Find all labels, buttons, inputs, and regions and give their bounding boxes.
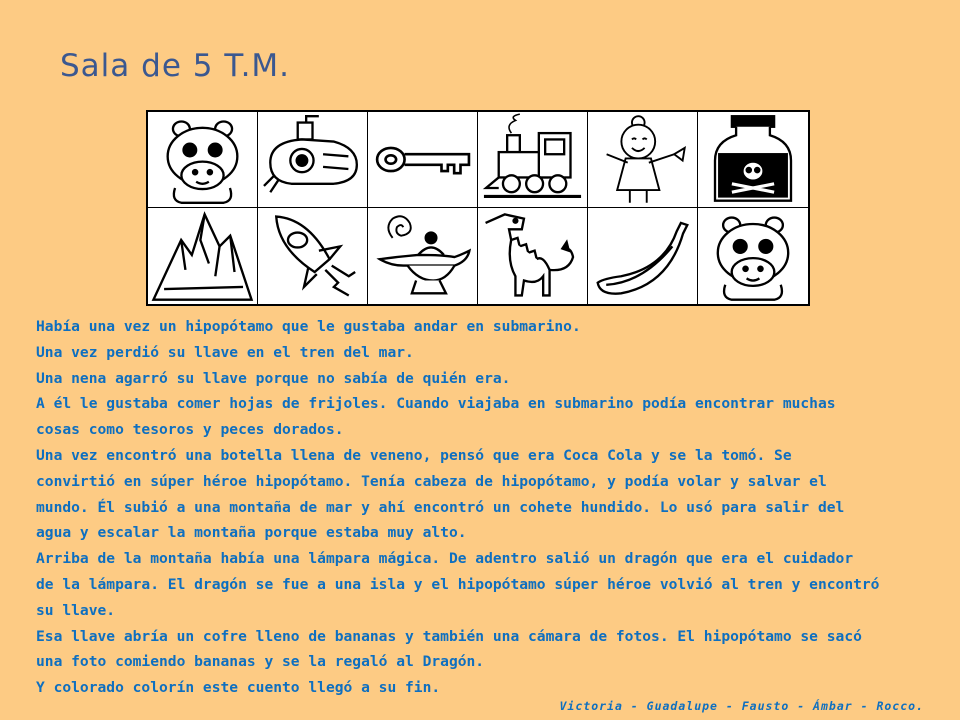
- hippo-icon: [698, 208, 808, 304]
- story-line: convirtió en súper héroe hipopótamo. Tenía cabeza de hipopótamo, y podía volar y salvar el: [36, 472, 827, 490]
- story-line: Una nena agarró su llave porque no sabía de quién era.: [36, 369, 511, 387]
- story-line: Y colorado colorín este cuento llegó a su fin.: [36, 679, 441, 697]
- picture-cell-hippo: [148, 112, 258, 208]
- dragon-icon: [478, 208, 587, 304]
- page-title: Sala de 5 T.M.: [60, 48, 291, 84]
- picture-cell-hippo: [698, 208, 808, 304]
- story-line: Había una vez un hipopótamo que le gustaba andar en submarino.: [36, 318, 581, 335]
- poison-bottle-icon: [698, 112, 808, 207]
- story-line: Arriba de la montaña había una lámpara mágica. De adentro salió un dragón que era el cuidador: [36, 550, 854, 568]
- girl-icon: [588, 112, 697, 207]
- story-line: Una vez perdió su llave en el tren del mar.: [36, 343, 414, 361]
- train-icon: [478, 112, 587, 207]
- story-line: su llave.: [36, 601, 116, 619]
- magic-lamp-icon: [368, 208, 477, 304]
- hippo-icon: [148, 112, 257, 207]
- key-icon: [368, 112, 477, 207]
- picture-cell-key: [368, 112, 478, 208]
- picture-cell-poison-bottle: [698, 112, 808, 208]
- story-line: una foto comiendo bananas y se la regaló al Dragón.: [36, 653, 485, 671]
- story-line: cosas como tesoros y peces dorados.: [36, 421, 344, 439]
- picture-cell-mountain: [148, 208, 258, 304]
- picture-cell-banana: [588, 208, 698, 304]
- story-line: mundo. Él subió a una montaña de mar y ahí encontró un cohete hundido. Lo usó para salir del: [36, 498, 845, 516]
- story-line: Esa llave abría un cofre lleno de bananas y también una cámara de fotos. El hipopótamo se sacó: [36, 627, 862, 645]
- picture-cell-rocket: [258, 208, 368, 304]
- story-line: Una vez encontró una botella llena de veneno, pensó que era Coca Cola y se la tomó. Se: [36, 446, 792, 464]
- rocket-icon: [258, 208, 367, 304]
- authors-credit: Victoria - Guadalupe - Fausto - Ámbar - Rocco.: [559, 699, 924, 713]
- story-line: de la lámpara. El dragón se fue a una isla y el hipopótamo súper héroe volvió al tren y encontró: [36, 575, 880, 593]
- picture-cell-girl: [588, 112, 698, 208]
- story-line: A él le gustaba comer hojas de frijoles. Cuando viajaba en submarino podía encontrar muchas: [36, 395, 836, 413]
- picture-cell-train: [478, 112, 588, 208]
- mountain-icon: [148, 208, 257, 304]
- submarine-icon: [258, 112, 367, 207]
- picture-cell-dragon: [478, 208, 588, 304]
- story-line: agua y escalar la montaña porque estaba muy alto.: [36, 524, 467, 542]
- picture-cell-magic-lamp: [368, 208, 478, 304]
- banana-icon: [588, 208, 697, 304]
- picture-grid: [146, 110, 810, 306]
- story-text: [36, 314, 936, 701]
- picture-cell-submarine: [258, 112, 368, 208]
